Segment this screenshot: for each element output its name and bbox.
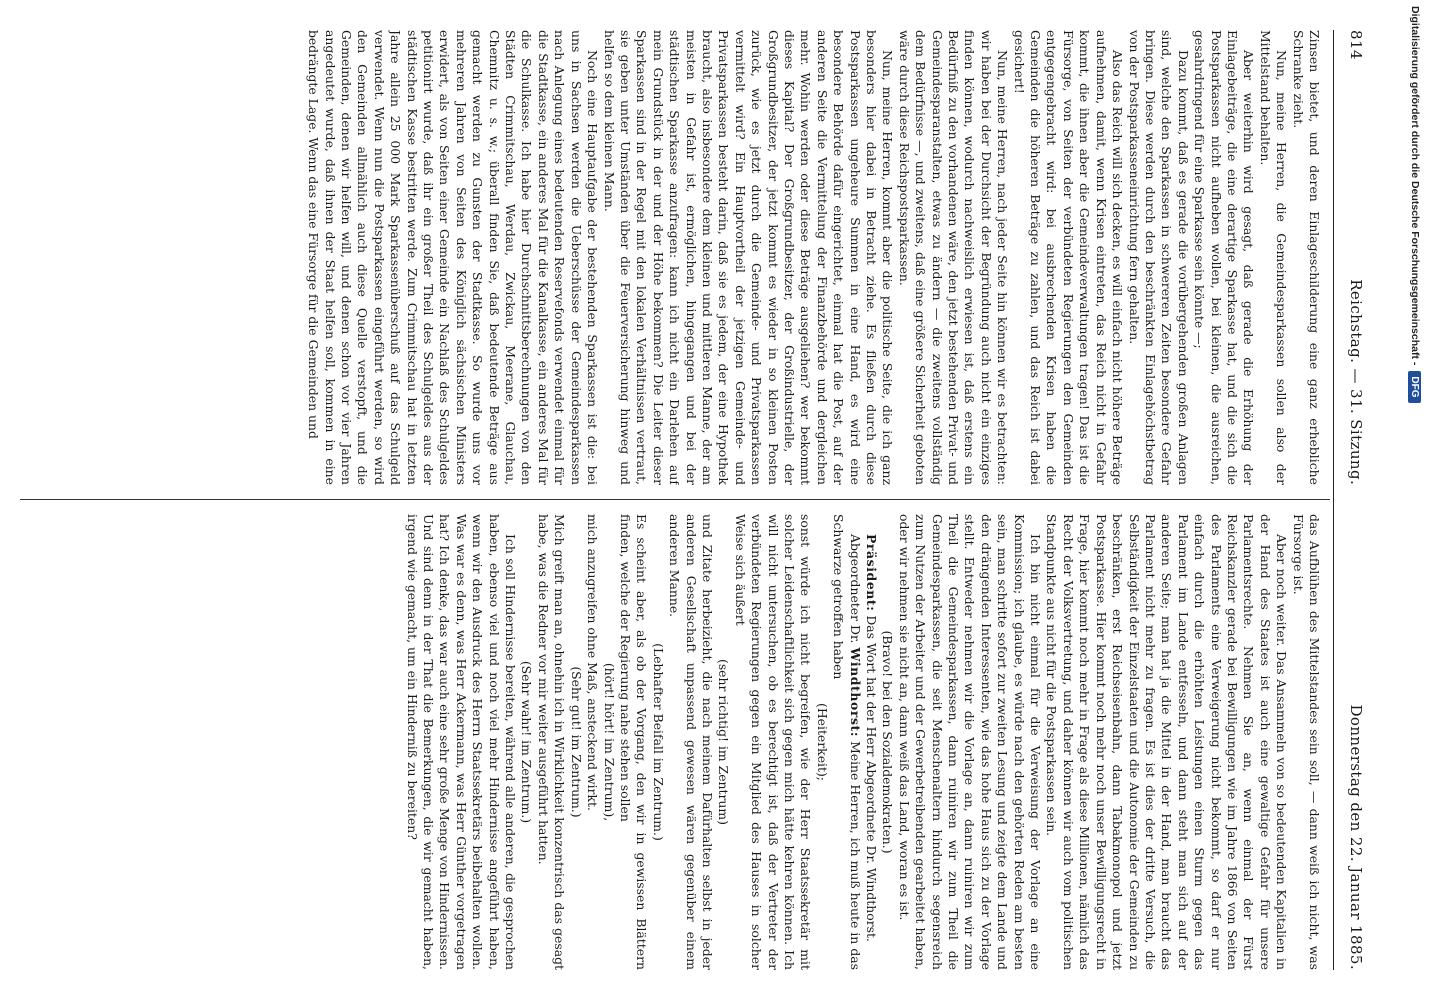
right-column-paragraph: (Bravo! bei den Sozialdemokraten.) — [880, 630, 896, 854]
left-column-paragraph: Aber weiterhin wird gesagt, daß gerade die Erhöhung der Einlagebeiträge, die eine derartige Sparkasse hat, und die sich die Postsparkassen nicht aufheben wollen, bei kleinen, die ausreichen, gesahrdringend für eine Sparkasse sein könnte —; — [1192, 30, 1257, 485]
right-column-paragraph: Abgeordneter Dr. Windthorst: Meine Herren, ich muß heute in das Schwarze getroffen haben — [831, 514, 863, 970]
right-column-paragraph: mich anzugreifen ohne Maß, ansteckend wirkt. — [585, 514, 601, 811]
dfg-credit-text: Digitalisierung gefördert durch die Deutsche Forschungsgemeinschaft - — [1409, 6, 1421, 366]
dfg-credit — [1406, 6, 1424, 566]
left-column-paragraph: Nun, meine Herren, die Gemeindesparkassen sollen also der Mittelstand behalten. — [1257, 30, 1290, 485]
right-column-paragraph: sonst würde ich nicht begreifen, wie der Herr Staatssekretär mit solcher Leidenschaftlichkeit sich gegen mich hätte kehren können. Ich will nicht untersuchen, ob es berechtigt ist, daß der Vertreter der verbündeten Regierungen gegen ein Mitglied des Hauses in solcher Weise sich äußert — [732, 514, 814, 970]
right-column-paragraph: Mich greift man an, ohnehin ich in Wirklichkeit konzentrisch das gesagt habe, was die Redner vor mir weiter ausgeführt hatten. — [535, 514, 568, 970]
left-column-paragraph: Zinsen bietet, und deren Einlageschilderung eine ganz erhebliche Schranke zieht. — [1290, 30, 1322, 485]
left-column — [22, 30, 1322, 485]
right-column-paragraph: und Zitate herbeizieht, die nach meinem Dafürhalten selbst in jeder anderen Gesellschaft unpassend gewesen wären gegenüber einem anderen Manne. — [667, 514, 715, 970]
right-column-paragraph: (Lebhafter Beifall im Zentrum.) — [650, 643, 666, 841]
speaker-name: Windthorst: — [847, 647, 863, 738]
right-column-paragraph: Ich soll Hindernisse bereiten, während alle anderen, die gesprochen haben, ebenso viel und noch viel mehr Hindernisse angeführt haben, wenn wir den Ausdruck des Herrn Staatssekretärs beibehalten wollen. Was war es denn, was Herr Ackermann, was Herr Günther vorgetragen hat? Ich denke, das war auch eine sehr große Menge von Hindernissen. Und sind denn in der That die Bemerkungen, die wir gemacht haben, irgend wie gemacht, um ein Hinderniß zu bereiten? — [404, 514, 519, 970]
right-column-paragraph: (sehr richtig! im Zentrum) — [716, 658, 732, 825]
right-column-paragraph: Präsident: Das Wort hat der Herr Abgeordnete Dr. Windthorst. — [864, 534, 880, 942]
left-column-paragraph: Nun, meine Herren, nach jeder Seite hin können wir es betrachten: wir haben bei der Durchsicht der Begründung auch nicht ein einziges finden können, wodurch nachweislich erwiesen ist, daß erstens ein Bedürfniß zu den vorhandenen wäre, den jetzt bestehenden Privat- und Gemeindesparanstalten, etwas zu ändern — die zweitens vollständig dem Bedürfnisse —, und zweitens, daß eine größere Sicherheit geboten wäre durch diese Reichspostsparkassen. — [896, 30, 1011, 485]
column-divider — [20, 499, 1330, 500]
right-column-paragraph: (Sehr wahr! im Zentrum.) — [519, 660, 535, 824]
header-left-title: Reichstag. — 31. Sitzung. — [1347, 279, 1365, 486]
right-column-paragraph: das Aufblühen des Mittelstandes sein soll, — dann weiß ich nicht, was Fürsorge ist. — [1290, 514, 1322, 970]
page-number: 814 — [1347, 30, 1365, 60]
right-column-paragraph: (hört! hört! im Zentrum), — [601, 662, 617, 822]
left-column-paragraph: Dazu kommt, daß es gerade die vorübergehenden großen Anlagen sind, welche den Sparkassen in schwereren Zeiten besondere Gefahr bringen. Diese werden durch den beschränkten Einlagehöchstbetrag von der Postsparkasseneinrichtung fern gehalten. — [1126, 30, 1191, 485]
header-right-title: Donnerstag den 22. Januar 1885. — [1347, 704, 1365, 970]
right-column-paragraph: Es scheint aber, als ob der Vorgang, den wir in gewissen Blättern finden, welche der Regierung nahe stehen sollen — [617, 514, 650, 970]
header-rule — [1333, 30, 1334, 970]
right-column — [22, 514, 1322, 970]
right-column-paragraph: Aber noch weiter. Das Ansammeln von so bedeutenden Kapitalien in der Hand des Staates ist auch eine gewaltige Gefahr für unsere Parlamentsrechte. Nehmen Sie an, wenn einmal der Fürst Reichskanzler gerade bei Bewilligungen wie im Jahre 1866 von Seiten des Parlaments eine Verweigerung nicht bekommt, so darf er nur einfach durch die erhöhten Leistungen einen Sturm gegen das Parlament im Lande entfesseln, und dann steht man sich auf der anderen Seite; man hat ja die Mittel in der Hand, man braucht das Parlament nicht mehr zu fragen. Es ist dies der dritte Versuch, die Selbständigkeit der Einzelstaaten und die Autonomie der Gemeinden zu beschränken, erst Reichseisenbahn, dann Tabakmonopol und jetzt Postsparkasse. Hier kommt noch mehr noch unser Bewilligungsrecht in Frage, hier kommt noch mehr in Frage als diese Millionen, nämlich das Recht der Volksvertretung, und daher können wir auch vom politischen Standpunkte aus nicht für die Postsparkassen sein. — [1044, 514, 1290, 970]
left-column-paragraph: Noch eine Hauptaufgabe der bestehenden Sparkassen ist die: bei uns in Sachsen werden die Ueberschüsse der Gemeindesparkassen nach Anlegung eines bedeutenden Reservefonds verwendet einmal für die Stadtkasse, ein anderes Mal für die Kanalkasse, ein anderes Mal für die Schulkasse. Ich habe hier Durchschnittsberechnungen von den Städten Crimmitschau, Werdau, Zwickau, Meerane, Glauchau, Chemnitz u. s. w.; überall finden Sie, daß bedeutende Beträge aus gemacht werden zu Gunsten der Stadtkasse. So wurde uns vor mehreren Jahren von Seiten des Königlich sächsischen Ministers erwidert, als von Seiten einer Gemeinde ein Nachlaß des Schulgeldes petitionirt wurde, daß ihr ein großer Theil des Schulgeldes aus der städtischen Kasse bestritten werde. Zum Crimmitschau hat in letzten Jahre allein 25 000 Mark Sparkassenüberschuß auf das Schulgeld verwendet. Wenn nun die Postsparkassen eingeführt werden, so wird den Gemeinden allmählich auch diese Quelle verstopft, und die Gemeinden, denen wir helfen will, und denen schon vor vier Jahren angedeutet wurde, daß ihnen der Staat helfen soll, kommen in eine bedrängte Lage. Wenn das eine Fürsorge für die Gemeinden und — [306, 30, 601, 485]
left-column-paragraph: Nun, meine Herren, kommt aber die politische Seite, die ich ganz besonders hier dabei in Betracht ziehe. Es fließen durch diese Postsparkassen ungeheure Summen in eine Hand, es wird eine besondere Behörde dafür eingerichtet, einmal hat die Post, auf der anderen Seite die Vermittelung der Finanzbehörde und dergleichen mehr. Wohin werden oder diese Beträge ausgeliehen? wer bekommt dieses Kapital? Der Großgrundbesitzer, der Großindustrielle, der Großgrundbesitzer, der jetzt kommt es wieder in so kleinen Posten zurück, wie es jetzt durch die Gemeinde- und Privatsparkassen vermittelt wird? Ein Hauptvortheil der jetzigen Gemeinde- und Privatsparkassen besteht darin, daß sie es jedem, der eine Hypothek braucht, also insbesondere dem kleinen und mittleren Manne, der am meisten in Gefahr ist, ermöglichen, hingegangen und bei der städtischen Sparkasse anzufragen: kann ich nicht ein Darlehen auf mein Grundstück in der und der Höhe bekommen? Die Leiter dieser Sparkassen sind in der Regel mit den lokalen Verhältnissen vertraut, sie geben unter Umständen über die Feuerversicherung hinweg und helfen so dem kleinen Mann. — [601, 30, 896, 485]
dfg-logo: DFG — [1409, 371, 1422, 402]
right-column-paragraph: Ich bin nicht einmal für die Verweisung der Vorlage an eine Kommission; ich glaube, es würde nach den gehörten Reden am besten sein, man schritte sofort zur zweiten Lesung und zeigte dem Lande und den drängenden Interessenten, wie das hohe Haus sich zu der Vorlage stellt. Entweder nehmen wir die Vorlage an, dann ruiniren wir zum Theil die Gemeindesparkassen, dann ruiniren wir zum Theil die Gemeindesparkassen, die seit Menschenaltern hindurch segensreich zum Nutzen der Arbeiter und der Gewerbetreibenden gearbeitet haben, oder wir nehmen sie nicht an, dann weiß das Land, woran es ist. — [896, 514, 1044, 970]
speaker-name: Präsident: — [864, 534, 880, 612]
page-header — [1338, 30, 1374, 970]
left-column-paragraph: Also das Reich will sich decken, es will einfach nicht höhere Beträge aufnehmen, damit, wenn Krisen eintreten, das Reich nicht in Gefahr kommt, die ihnen aber die Gemeindeverwaltungen tragen! Das ist die Fürsorge, von Seiten der verbündeten Regierungen den Gemeinden entgegengebracht wird: bei ausbrechenden Krisen haben die Gemeinden die höheren Beträge zu zahlen, und das Reich ist dabei gesichert! — [1011, 30, 1126, 485]
right-column-paragraph: (Heiterkeit); — [814, 703, 830, 781]
right-column-paragraph: (Sehr gut! im Zentrum.) — [568, 666, 584, 818]
